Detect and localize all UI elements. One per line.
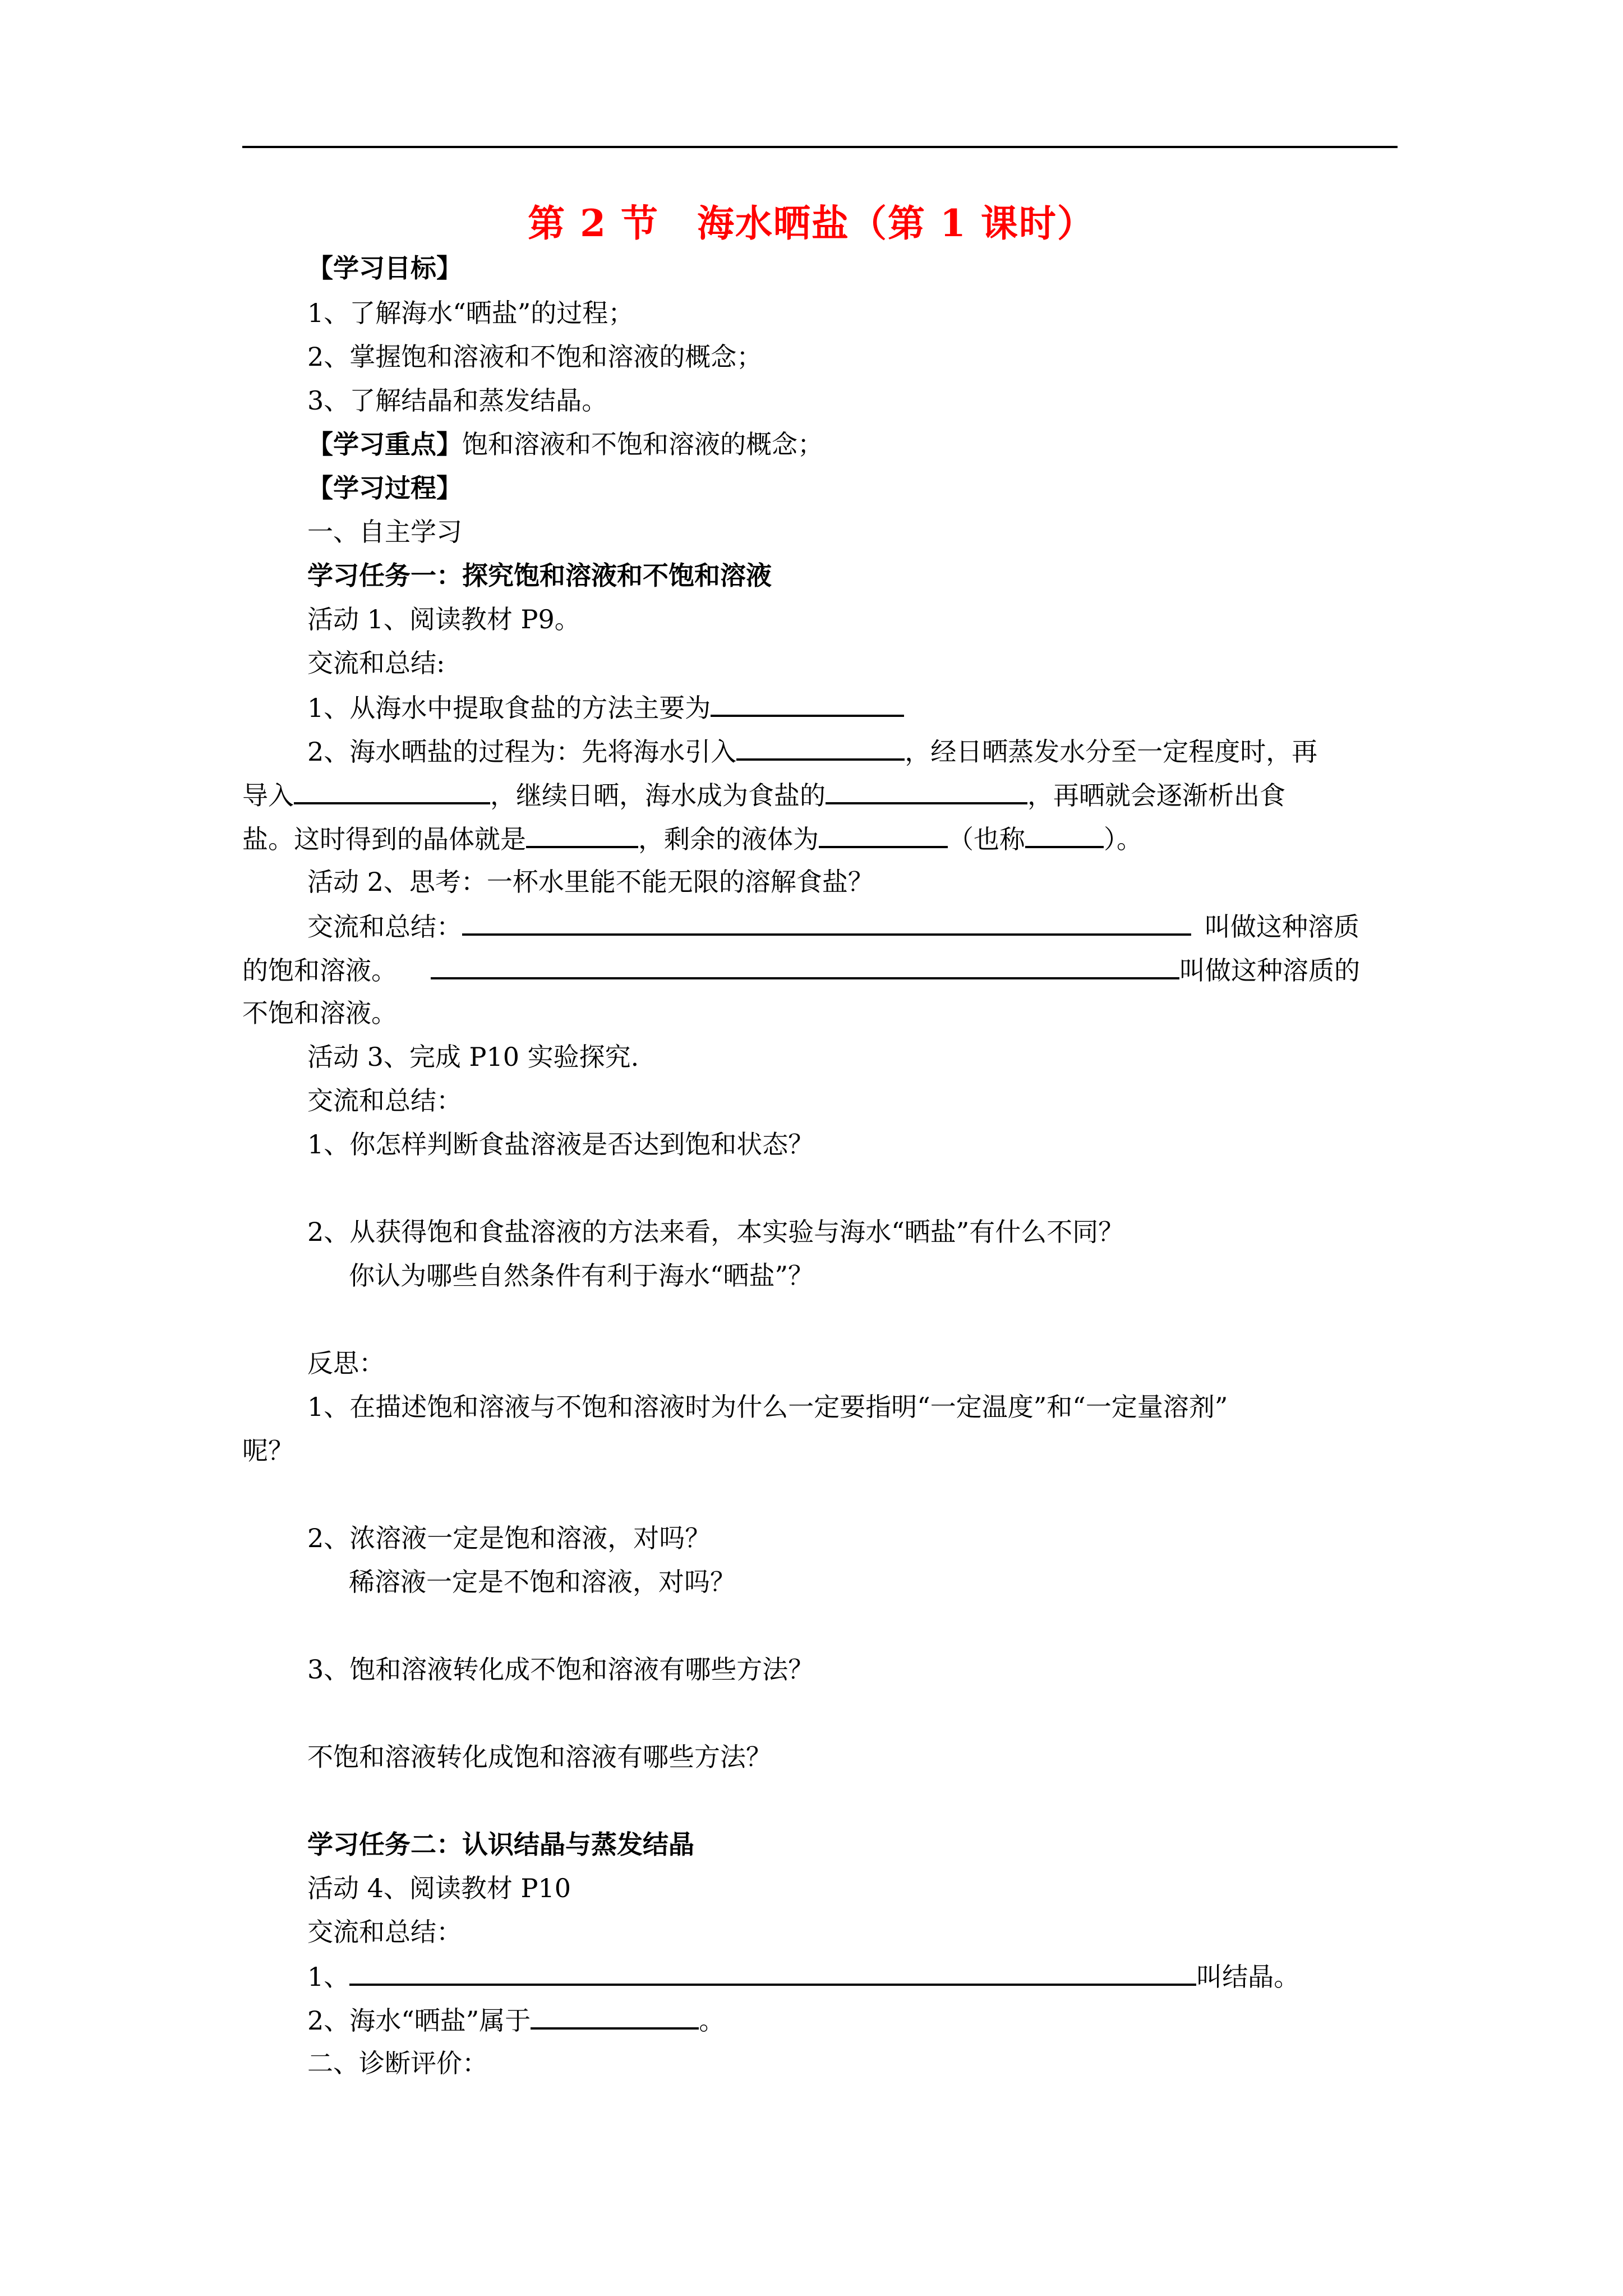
section-self-study: 一、自主学习 <box>307 517 462 547</box>
question-2-line-2: 导入 ，继续日晒，海水成为食盐的 ，再晒就会逐渐析出食 <box>242 777 1285 812</box>
section-evaluation: 二、诊断评价： <box>307 2048 488 2078</box>
reflection-question-1-end: 呢？ <box>242 1435 294 1466</box>
goals-heading: 【学习目标】 <box>307 253 462 283</box>
crystallization-definition: 1、 叫结晶。 <box>307 1959 1299 1994</box>
activity-2: 活动 2、思考：一杯水里能不能无限的溶解食盐？ <box>307 867 874 897</box>
key-point-label: 【学习重点】 <box>307 429 462 459</box>
task2-question-2: 2、海水“晒盐”属于 。 <box>307 2003 725 2037</box>
process-heading: 【学习过程】 <box>307 473 462 503</box>
reflection-question-3b: 不饱和溶液转化成饱和溶液有哪些方法？ <box>307 1742 772 1772</box>
reflection-question-2: 2、浓溶液一定是饱和溶液，对吗？ <box>307 1523 711 1553</box>
activity-3: 活动 3、完成 P10 实验探究. <box>307 1042 639 1072</box>
key-point <box>307 427 823 461</box>
unsaturated-definition-end: 不饱和溶液。 <box>242 998 397 1028</box>
unsaturated-definition: 的饱和溶液。 叫做这种溶质的 <box>242 953 1360 987</box>
reflection-heading: 反思： <box>307 1348 385 1378</box>
answer-blank[interactable] <box>526 821 638 848</box>
saturated-definition: 交流和总结： 叫做这种溶质 <box>307 909 1359 944</box>
question-1: 1、从海水中提取食盐的方法主要为 <box>307 690 904 725</box>
summary-label: 交流和总结: <box>307 648 445 678</box>
key-point-text: 饱和溶液和不饱和溶液的概念； <box>462 429 823 459</box>
activity-4: 活动 4、阅读教材 P10 <box>307 1873 571 1903</box>
summary-label: 交流和总结： <box>307 1085 462 1116</box>
answer-blank[interactable] <box>462 909 1191 936</box>
goal-item: 3、了解结晶和蒸发结晶。 <box>307 385 608 416</box>
task2-heading: 学习任务二：认识结晶与蒸发结晶 <box>307 1829 694 1860</box>
question-2-line-3: 盐。这时得到的晶体就是 ，剩余的液体为 （也称 ）。 <box>242 821 1142 856</box>
answer-blank[interactable] <box>349 1959 1196 1986</box>
answer-blank[interactable] <box>431 953 1179 979</box>
reflection-question-2b: 稀溶液一定是不饱和溶液，对吗？ <box>349 1567 736 1597</box>
answer-blank[interactable] <box>819 821 948 848</box>
activity-3-question-1: 1、你怎样判断食盐溶液是否达到饱和状态？ <box>307 1129 814 1159</box>
summary-label: 交流和总结： <box>307 1917 462 1947</box>
page-title: 第 2 节 海水晒盐（第 1 课时） <box>528 201 1095 245</box>
answer-blank[interactable] <box>294 777 490 804</box>
task1-heading: 学习任务一：探究饱和溶液和不饱和溶液 <box>307 560 772 591</box>
reflection-question-1: 1、在描述饱和溶液与不饱和溶液时为什么一定要指明“一定温度”和“一定量溶剂” <box>307 1392 1228 1422</box>
activity-1: 活动 1、阅读教材 P9。 <box>307 604 580 634</box>
answer-blank[interactable] <box>826 777 1027 804</box>
activity-3-question-2b: 你认为哪些自然条件有利于海水“晒盐”？ <box>349 1260 814 1291</box>
goal-item: 2、掌握饱和溶液和不饱和溶液的概念； <box>307 342 763 372</box>
answer-blank[interactable] <box>711 690 904 717</box>
answer-blank[interactable] <box>1025 821 1104 848</box>
goal-item: 1、了解海水“晒盐”的过程； <box>307 298 634 328</box>
answer-blank[interactable] <box>736 734 905 761</box>
activity-3-question-2: 2、从获得饱和食盐溶液的方法来看，本实验与海水“晒盐”有什么不同？ <box>307 1217 1124 1247</box>
question-2-line-1: 2、海水晒盐的过程为：先将海水引入 ，经日晒蒸发水分至一定程度时，再 <box>307 734 1317 769</box>
answer-blank[interactable] <box>531 2003 699 2030</box>
header-rule <box>242 146 1398 148</box>
reflection-question-3: 3、饱和溶液转化成不饱和溶液有哪些方法？ <box>307 1654 814 1685</box>
